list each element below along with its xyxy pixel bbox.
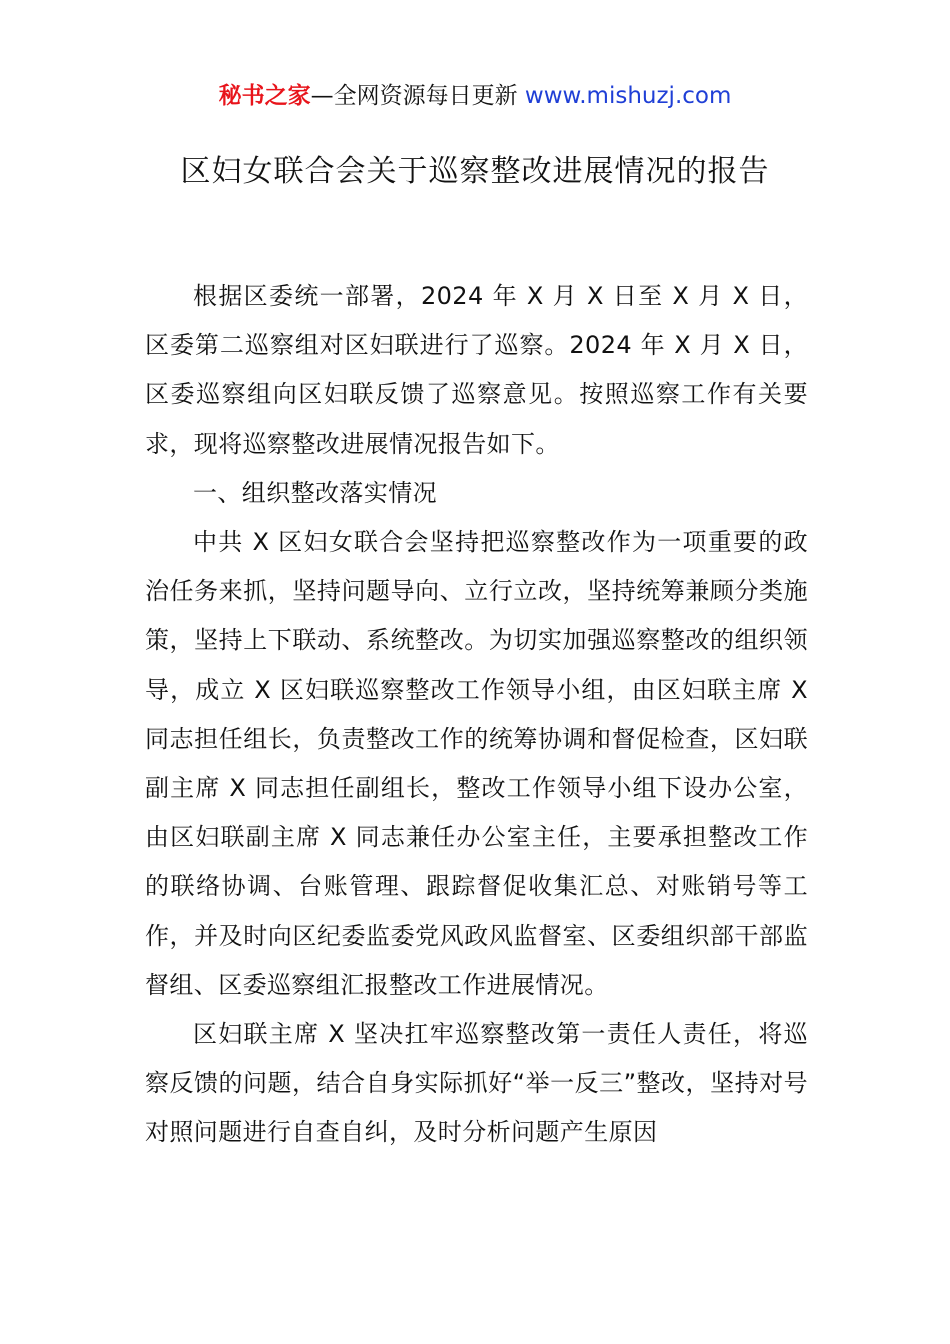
site-tagline: —全网资源每日更新 [310,83,518,109]
section-heading-1: 一、组织整改落实情况 [193,478,437,507]
site-header [0,80,950,112]
paragraph-intro: 根据区委统一部署，2024 年 X 月 X 日至 X 月 X 日，区委第二巡察组对区妇联进行了巡察。2024 年 X 月 X 日，区委巡察组向区妇联反馈了巡察意见。按照巡察工作有关要求，现将巡察整改进展情况报告如下。 [145,282,808,458]
document-body [145,272,808,1158]
site-url-link[interactable]: www.mishuzj.com [524,83,732,109]
brand-name: 秘书之家 [218,83,311,109]
paragraph-organization: 中共 X 区妇女联合会坚持把巡察整改作为一项重要的政治任务来抓，坚持问题导向、立行立改，坚持统筹兼顾分类施策，坚持上下联动、系统整改。为切实加强巡察整改的组织领导，成立 X 区妇联巡察整改工作领导小组，由区妇联主席 X 同志担任组长，负责整改工作的统筹协调和督促检查，区妇联副主席 X 同志担任副组长，整改工作领导小组下设办公室，由区妇联副主席 X 同志兼任办公室主任，主要承担整改工作的联络协调、台账管理、跟踪督促收集汇总、对账销号等工作，并及时向区纪委监委党风政风监督室、区委组织部干部监督组、区委巡察组汇报整改工作进展情况。 [145,528,808,999]
document-title: 区妇女联合会关于巡察整改进展情况的报告 [180,154,770,189]
paragraph-responsibility: 区妇联主席 X 坚决扛牢巡察整改第一责任人责任，将巡察反馈的问题，结合自身实际抓好“举一反三”整改，坚持对号对照问题进行自查自纠，及时分析问题产生原因 [145,1020,808,1147]
